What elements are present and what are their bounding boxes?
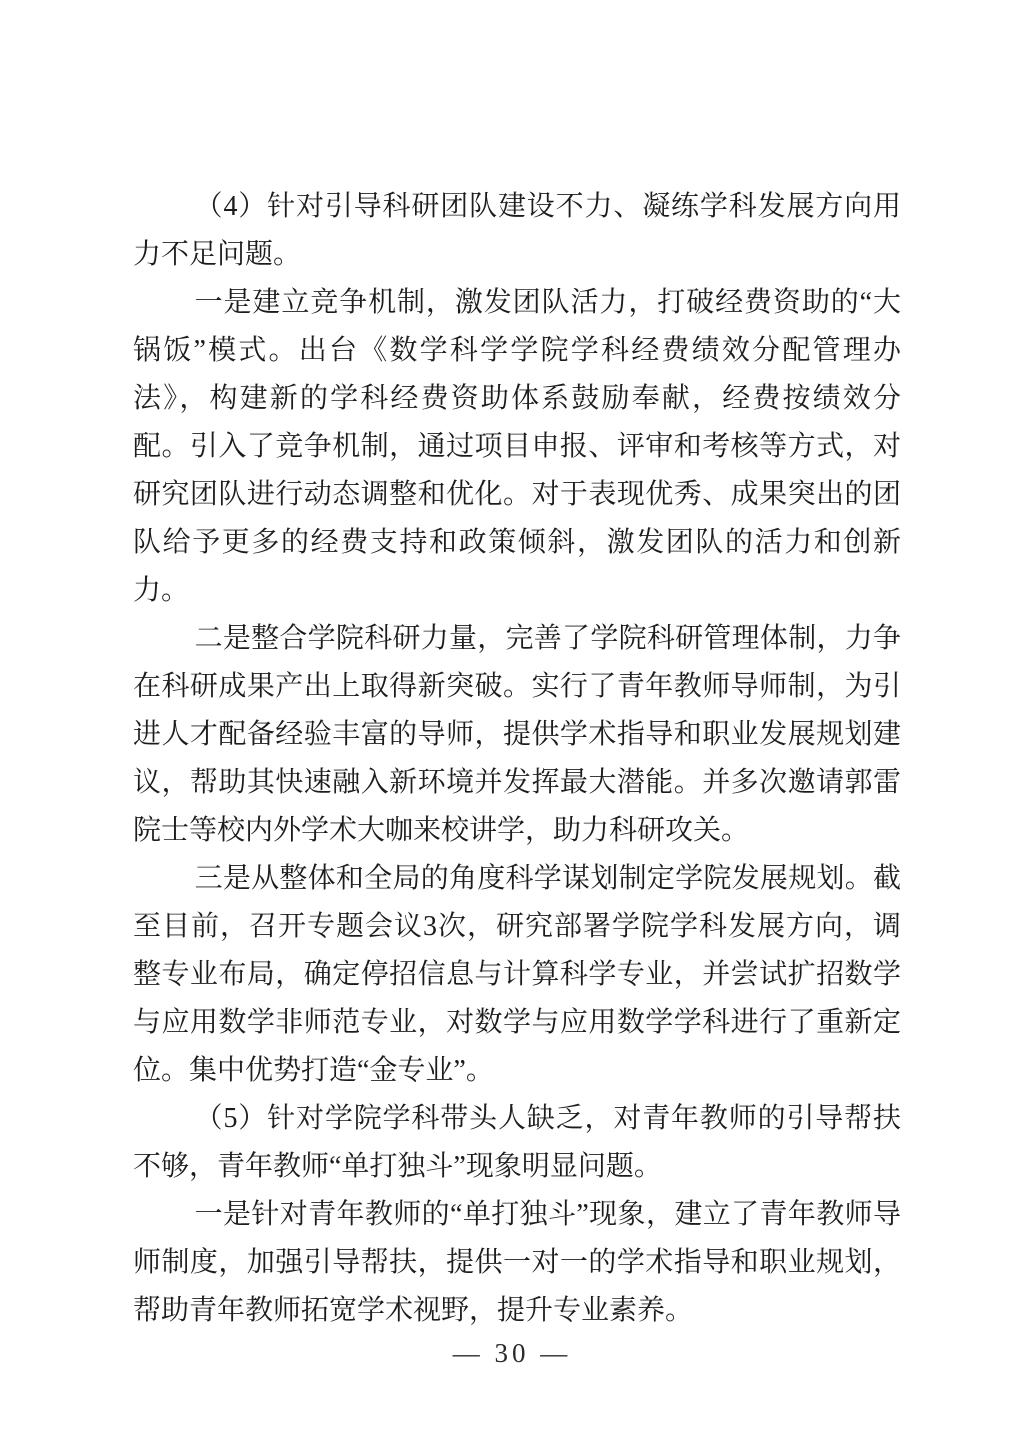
page-footer: [0, 1338, 1024, 1369]
page-number: — 30 —: [452, 1338, 572, 1368]
document-body: [133, 183, 901, 1335]
paragraph-issue-5: （5）针对学院学科带头人缺乏，对青年教师的引导帮扶不够，青年教师“单打独斗”现象明显问题。: [133, 1103, 901, 1182]
paragraph-measure-3: 三是从整体和全局的角度科学谋划制定学院发展规划。截至目前，召开专题会议3次，研究部署学院学科发展方向，调整专业布局，确定停招信息与计算科学专业，并尝试扩招数学与应用数学非师范专业，对数学与应用数学学科进行了重新定位。集中优势打造“金专业”。: [133, 863, 901, 1086]
paragraph-measure-2: 二是整合学院科研力量，完善了学院科研管理体制，力争在科研成果产出上取得新突破。实行了青年教师导师制，为引进人才配备经验丰富的导师，提供学术指导和职业发展规划建议，帮助其快速融入新环境并发挥最大潜能。并多次邀请郭雷院士等校内外学术大咖来校讲学，助力科研攻关。: [133, 623, 901, 846]
paragraph-measure-5-1: 一是针对青年教师的“单打独斗”现象，建立了青年教师导师制度，加强引导帮扶，提供一对一的学术指导和职业规划，帮助青年教师拓宽学术视野，提升专业素养。: [133, 1199, 901, 1326]
paragraph-issue-4: （4）针对引导科研团队建设不力、凝练学科发展方向用力不足问题。: [133, 191, 901, 270]
paragraph-measure-1: 一是建立竞争机制，激发团队活力，打破经费资助的“大锅饭”模式。出台《数学科学学院学科经费绩效分配管理办法》，构建新的学科经费资助体系鼓励奉献，经费按绩效分配。引入了竞争机制，通过项目申报、评审和考核等方式，对研究团队进行动态调整和优化。对于表现优秀、成果突出的团队给予更多的经费支持和政策倾斜，激发团队的活力和创新力。: [133, 287, 901, 606]
